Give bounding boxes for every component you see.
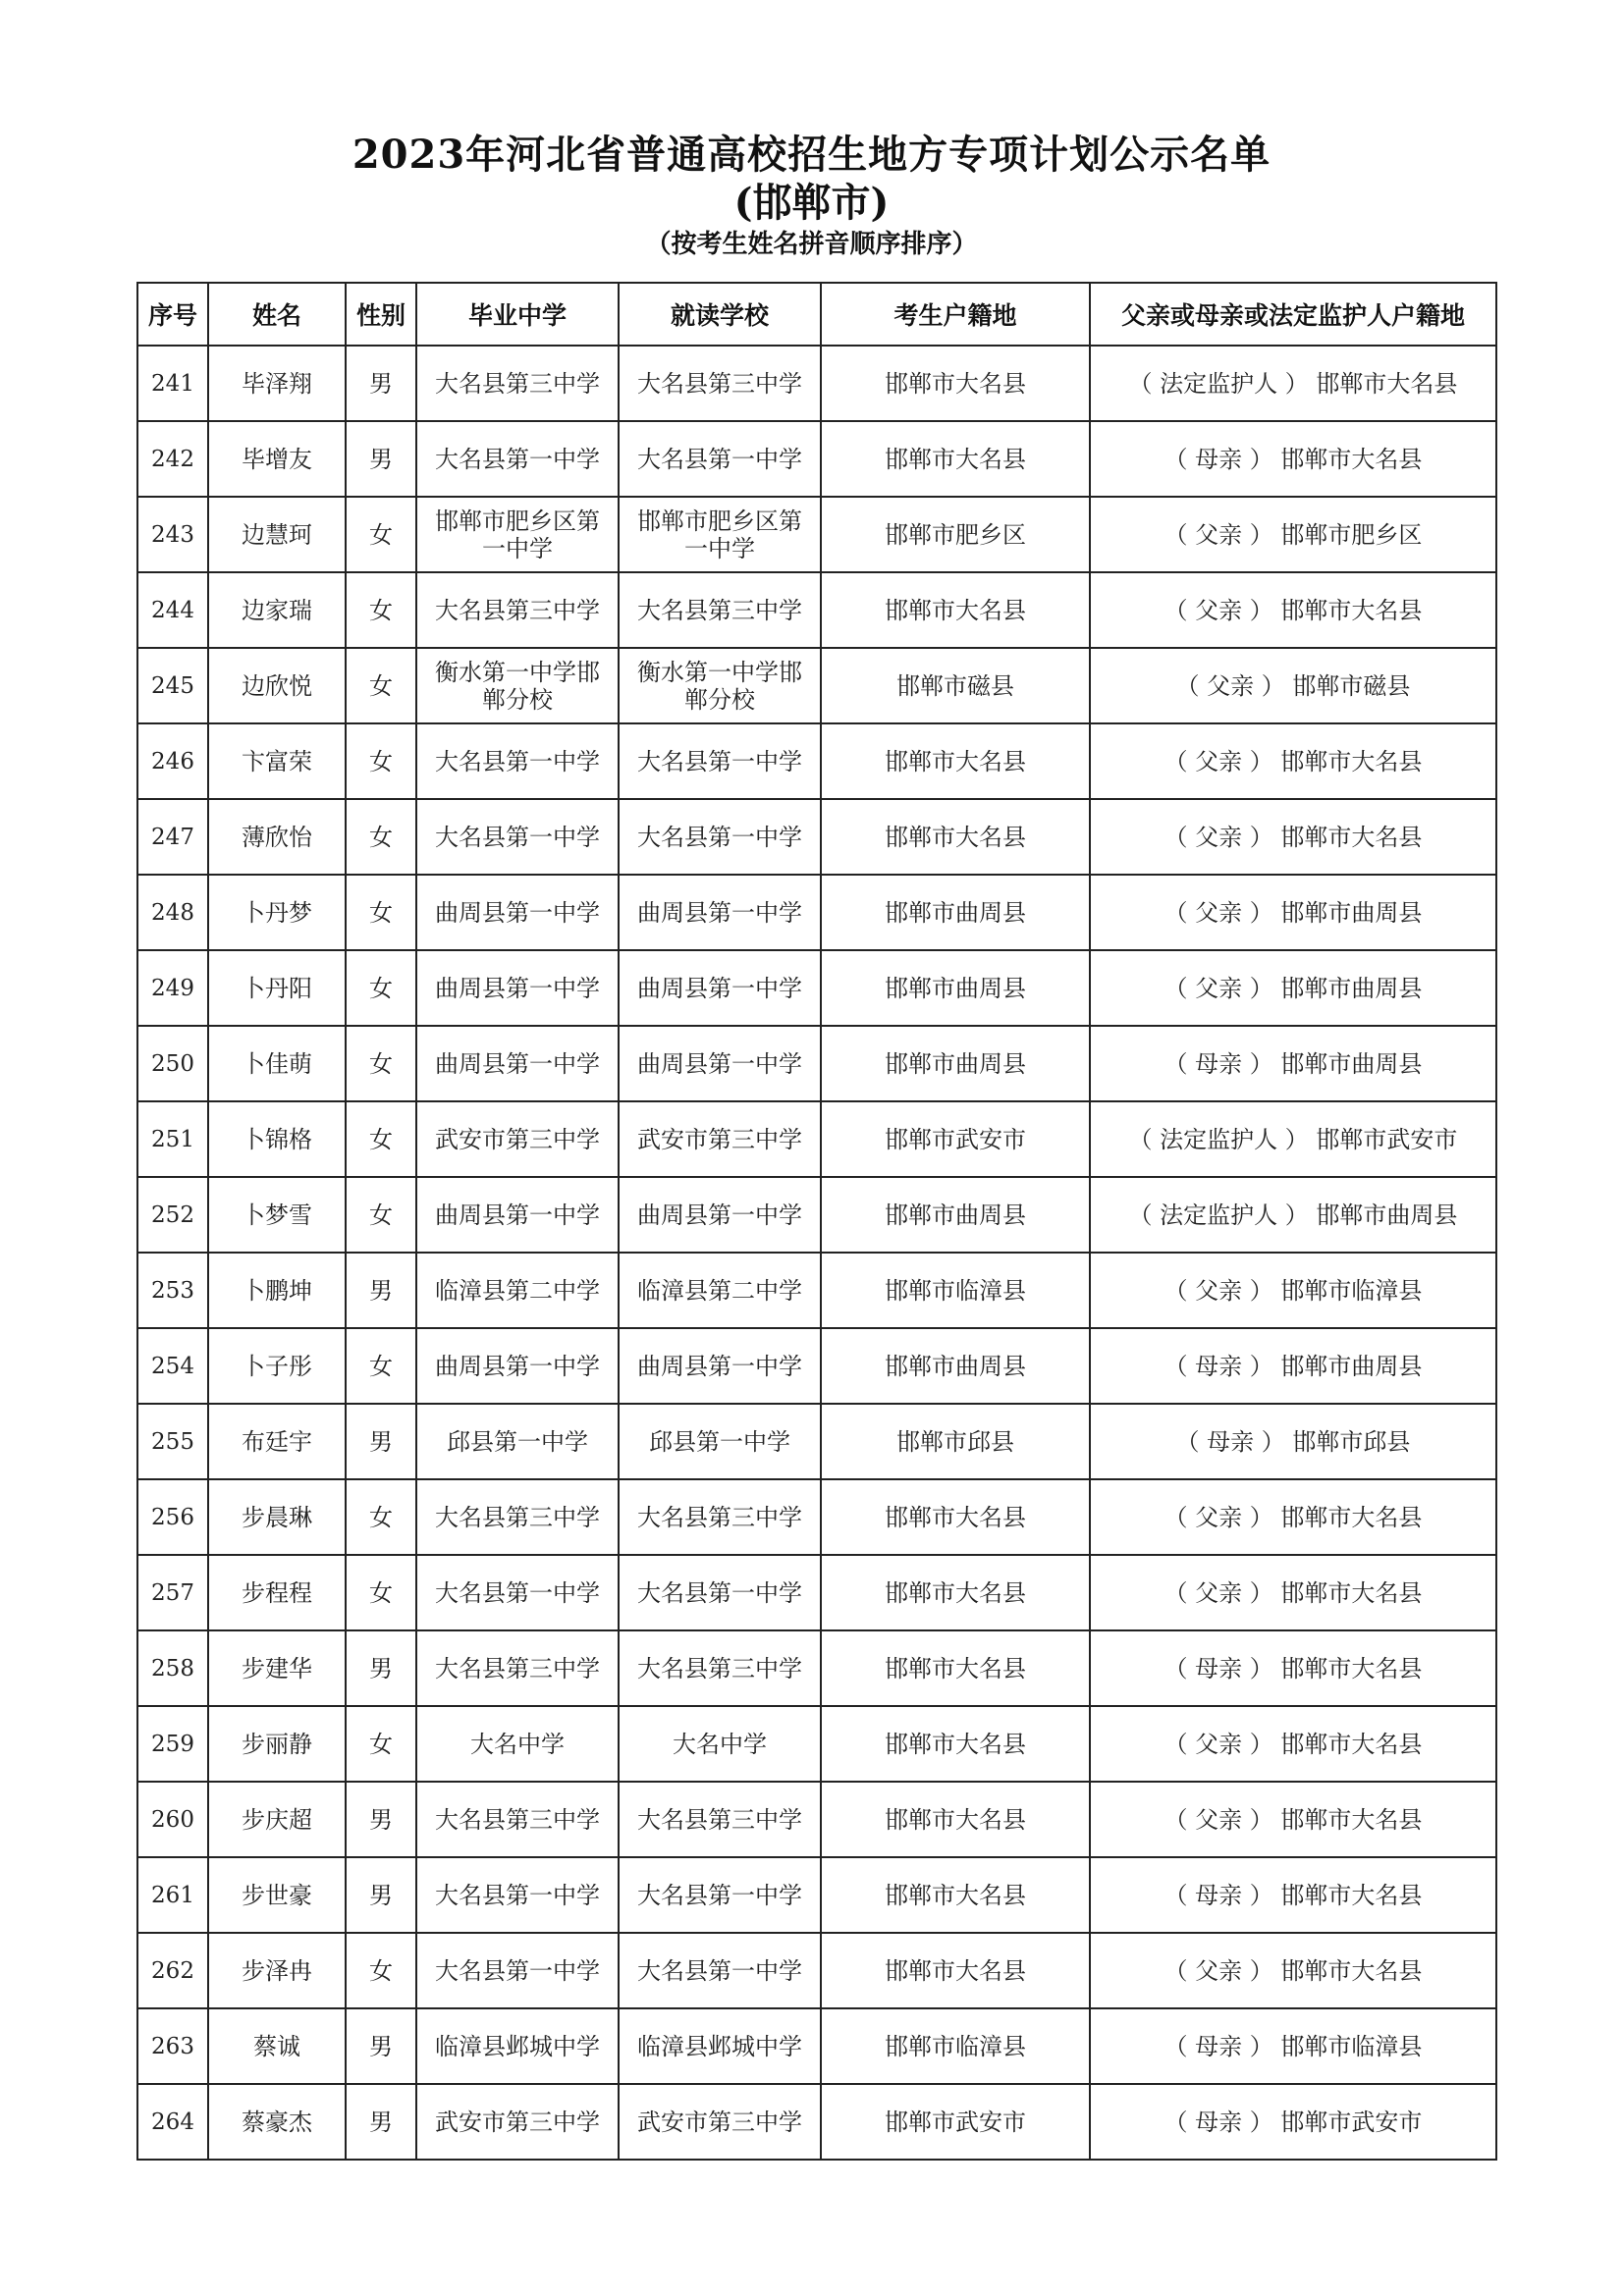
cell-student-hukou: 邯郸市大名县	[821, 1630, 1090, 1706]
cell-student-hukou: 邯郸市大名县	[821, 1933, 1090, 2008]
cell-graduated-school: 武安市第三中学	[416, 1101, 619, 1177]
cell-student-hukou: 邯郸市大名县	[821, 572, 1090, 648]
cell-graduated-school: 曲周县第一中学	[416, 1328, 619, 1404]
table-row	[137, 497, 1496, 572]
cell-name: 步晨琳	[208, 1479, 346, 1555]
table-row	[137, 1328, 1496, 1404]
cell-gender: 女	[346, 723, 416, 799]
cell-index: 262	[137, 1933, 208, 2008]
cell-index: 248	[137, 875, 208, 950]
cell-index: 253	[137, 1253, 208, 1328]
cell-index: 246	[137, 723, 208, 799]
cell-guardian-hukou: （ 母亲 ） 邯郸市大名县	[1090, 421, 1496, 497]
cell-student-hukou: 邯郸市磁县	[821, 648, 1090, 723]
table-row	[137, 2084, 1496, 2160]
cell-guardian-hukou: （ 父亲 ） 邯郸市大名县	[1090, 723, 1496, 799]
cell-name: 卞富荣	[208, 723, 346, 799]
cell-gender: 女	[346, 799, 416, 875]
cell-current-school: 衡水第一中学邯郸分校	[619, 648, 821, 723]
cell-gender: 男	[346, 1782, 416, 1857]
cell-guardian-hukou: （ 父亲 ） 邯郸市大名县	[1090, 572, 1496, 648]
cell-index: 247	[137, 799, 208, 875]
table-body	[137, 346, 1496, 2160]
cell-gender: 男	[346, 2084, 416, 2160]
cell-student-hukou: 邯郸市武安市	[821, 2084, 1090, 2160]
cell-student-hukou: 邯郸市临漳县	[821, 1253, 1090, 1328]
cell-current-school: 邯郸市肥乡区第一中学	[619, 497, 821, 572]
cell-current-school: 曲周县第一中学	[619, 1177, 821, 1253]
cell-guardian-hukou: （ 母亲 ） 邯郸市大名县	[1090, 1857, 1496, 1933]
cell-index: 252	[137, 1177, 208, 1253]
cell-gender: 女	[346, 1177, 416, 1253]
cell-guardian-hukou: （ 父亲 ） 邯郸市大名县	[1090, 1479, 1496, 1555]
cell-guardian-hukou: （ 父亲 ） 邯郸市磁县	[1090, 648, 1496, 723]
cell-current-school: 武安市第三中学	[619, 2084, 821, 2160]
roster-table	[136, 282, 1497, 2161]
cell-graduated-school: 邯郸市肥乡区第一中学	[416, 497, 619, 572]
header-gender: 性别	[346, 283, 416, 346]
cell-guardian-hukou: （ 父亲 ） 邯郸市大名县	[1090, 1706, 1496, 1782]
cell-guardian-hukou: （ 法定监护人 ） 邯郸市武安市	[1090, 1101, 1496, 1177]
cell-student-hukou: 邯郸市武安市	[821, 1101, 1090, 1177]
cell-graduated-school: 大名县第一中学	[416, 723, 619, 799]
cell-guardian-hukou: （ 母亲 ） 邯郸市邱县	[1090, 1404, 1496, 1479]
cell-student-hukou: 邯郸市邱县	[821, 1404, 1090, 1479]
cell-index: 260	[137, 1782, 208, 1857]
cell-student-hukou: 邯郸市大名县	[821, 1555, 1090, 1630]
cell-index: 258	[137, 1630, 208, 1706]
cell-gender: 女	[346, 1026, 416, 1101]
cell-index: 244	[137, 572, 208, 648]
cell-gender: 女	[346, 1101, 416, 1177]
cell-student-hukou: 邯郸市曲周县	[821, 950, 1090, 1026]
cell-index: 242	[137, 421, 208, 497]
cell-student-hukou: 邯郸市曲周县	[821, 1177, 1090, 1253]
cell-gender: 男	[346, 2008, 416, 2084]
cell-index: 255	[137, 1404, 208, 1479]
cell-current-school: 大名县第一中学	[619, 799, 821, 875]
cell-graduated-school: 大名中学	[416, 1706, 619, 1782]
cell-guardian-hukou: （ 母亲 ） 邯郸市临漳县	[1090, 2008, 1496, 2084]
cell-graduated-school: 曲周县第一中学	[416, 950, 619, 1026]
cell-current-school: 曲周县第一中学	[619, 875, 821, 950]
cell-graduated-school: 武安市第三中学	[416, 2084, 619, 2160]
cell-name: 卜锦格	[208, 1101, 346, 1177]
table-row	[137, 1101, 1496, 1177]
cell-index: 251	[137, 1101, 208, 1177]
cell-student-hukou: 邯郸市大名县	[821, 799, 1090, 875]
cell-graduated-school: 邱县第一中学	[416, 1404, 619, 1479]
cell-gender: 男	[346, 421, 416, 497]
cell-index: 243	[137, 497, 208, 572]
cell-gender: 女	[346, 1479, 416, 1555]
cell-index: 261	[137, 1857, 208, 1933]
cell-index: 241	[137, 346, 208, 421]
cell-name: 步世豪	[208, 1857, 346, 1933]
cell-name: 边慧珂	[208, 497, 346, 572]
table-row	[137, 1630, 1496, 1706]
table-row	[137, 1706, 1496, 1782]
page-subtitle: (邯郸市)	[733, 180, 890, 226]
cell-index: 249	[137, 950, 208, 1026]
cell-name: 蔡豪杰	[208, 2084, 346, 2160]
cell-current-school: 临漳县第二中学	[619, 1253, 821, 1328]
cell-name: 步丽静	[208, 1706, 346, 1782]
table-row	[137, 1555, 1496, 1630]
cell-guardian-hukou: （ 法定监护人 ） 邯郸市大名县	[1090, 346, 1496, 421]
table-row	[137, 799, 1496, 875]
cell-current-school: 大名县第一中学	[619, 1555, 821, 1630]
cell-current-school: 大名县第三中学	[619, 346, 821, 421]
cell-guardian-hukou: （ 父亲 ） 邯郸市大名县	[1090, 1933, 1496, 2008]
cell-guardian-hukou: （ 母亲 ） 邯郸市武安市	[1090, 2084, 1496, 2160]
cell-name: 步建华	[208, 1630, 346, 1706]
cell-current-school: 曲周县第一中学	[619, 950, 821, 1026]
cell-gender: 女	[346, 1555, 416, 1630]
cell-graduated-school: 大名县第三中学	[416, 1479, 619, 1555]
table-row	[137, 648, 1496, 723]
cell-index: 259	[137, 1706, 208, 1782]
cell-name: 毕泽翔	[208, 346, 346, 421]
cell-current-school: 临漳县邺城中学	[619, 2008, 821, 2084]
cell-graduated-school: 大名县第一中学	[416, 1857, 619, 1933]
table-row	[137, 1253, 1496, 1328]
cell-gender: 女	[346, 950, 416, 1026]
cell-graduated-school: 曲周县第一中学	[416, 875, 619, 950]
cell-name: 卜梦雪	[208, 1177, 346, 1253]
page-title: 2023年河北省普通高校招生地方专项计划公示名单	[352, 132, 1271, 178]
cell-gender: 女	[346, 572, 416, 648]
cell-current-school: 大名县第一中学	[619, 723, 821, 799]
cell-name: 布廷宇	[208, 1404, 346, 1479]
cell-index: 245	[137, 648, 208, 723]
cell-name: 步庆超	[208, 1782, 346, 1857]
cell-graduated-school: 大名县第一中学	[416, 421, 619, 497]
header-graduated-school: 毕业中学	[416, 283, 619, 346]
cell-student-hukou: 邯郸市大名县	[821, 1479, 1090, 1555]
cell-guardian-hukou: （ 父亲 ） 邯郸市临漳县	[1090, 1253, 1496, 1328]
cell-gender: 男	[346, 1857, 416, 1933]
cell-graduated-school: 大名县第一中学	[416, 799, 619, 875]
cell-gender: 男	[346, 1630, 416, 1706]
cell-student-hukou: 邯郸市大名县	[821, 1857, 1090, 1933]
table-row	[137, 723, 1496, 799]
cell-student-hukou: 邯郸市大名县	[821, 1782, 1090, 1857]
cell-graduated-school: 临漳县第二中学	[416, 1253, 619, 1328]
cell-guardian-hukou: （ 父亲 ） 邯郸市肥乡区	[1090, 497, 1496, 572]
header-student-hukou: 考生户籍地	[821, 283, 1090, 346]
cell-index: 263	[137, 2008, 208, 2084]
cell-guardian-hukou: （ 父亲 ） 邯郸市曲周县	[1090, 950, 1496, 1026]
cell-current-school: 曲周县第一中学	[619, 1328, 821, 1404]
cell-current-school: 大名县第一中学	[619, 1857, 821, 1933]
cell-gender: 男	[346, 1253, 416, 1328]
cell-name: 薄欣怡	[208, 799, 346, 875]
cell-name: 卜子彤	[208, 1328, 346, 1404]
cell-index: 257	[137, 1555, 208, 1630]
cell-student-hukou: 邯郸市曲周县	[821, 875, 1090, 950]
cell-gender: 女	[346, 1706, 416, 1782]
cell-name: 卜丹梦	[208, 875, 346, 950]
cell-current-school: 大名县第三中学	[619, 1630, 821, 1706]
table-row	[137, 875, 1496, 950]
cell-graduated-school: 大名县第三中学	[416, 572, 619, 648]
table-row	[137, 346, 1496, 421]
cell-name: 卜丹阳	[208, 950, 346, 1026]
cell-current-school: 大名县第一中学	[619, 1933, 821, 2008]
table-row	[137, 2008, 1496, 2084]
table-row	[137, 1857, 1496, 1933]
cell-gender: 男	[346, 1404, 416, 1479]
table-header-row	[137, 283, 1496, 346]
cell-name: 步程程	[208, 1555, 346, 1630]
cell-graduated-school: 大名县第三中学	[416, 1630, 619, 1706]
cell-guardian-hukou: （ 父亲 ） 邯郸市大名县	[1090, 1555, 1496, 1630]
cell-guardian-hukou: （ 母亲 ） 邯郸市曲周县	[1090, 1328, 1496, 1404]
cell-graduated-school: 大名县第一中学	[416, 1933, 619, 2008]
cell-gender: 女	[346, 875, 416, 950]
cell-name: 毕增友	[208, 421, 346, 497]
header-guardian-hukou: 父亲或母亲或法定监护人户籍地	[1090, 283, 1496, 346]
cell-current-school: 大名县第三中学	[619, 1782, 821, 1857]
cell-index: 256	[137, 1479, 208, 1555]
cell-graduated-school: 衡水第一中学邯郸分校	[416, 648, 619, 723]
cell-student-hukou: 邯郸市曲周县	[821, 1328, 1090, 1404]
cell-graduated-school: 临漳县邺城中学	[416, 2008, 619, 2084]
cell-gender: 女	[346, 497, 416, 572]
cell-index: 264	[137, 2084, 208, 2160]
cell-gender: 女	[346, 1328, 416, 1404]
cell-current-school: 大名县第三中学	[619, 572, 821, 648]
cell-current-school: 大名中学	[619, 1706, 821, 1782]
table-row	[137, 1782, 1496, 1857]
table-row	[137, 1479, 1496, 1555]
cell-gender: 男	[346, 346, 416, 421]
table-row	[137, 1177, 1496, 1253]
cell-graduated-school: 大名县第一中学	[416, 1555, 619, 1630]
table-row	[137, 421, 1496, 497]
cell-graduated-school: 大名县第三中学	[416, 1782, 619, 1857]
cell-current-school: 大名县第三中学	[619, 1479, 821, 1555]
cell-guardian-hukou: （ 母亲 ） 邯郸市曲周县	[1090, 1026, 1496, 1101]
cell-graduated-school: 曲周县第一中学	[416, 1026, 619, 1101]
table-row	[137, 572, 1496, 648]
cell-gender: 女	[346, 648, 416, 723]
cell-name: 卜佳萌	[208, 1026, 346, 1101]
cell-student-hukou: 邯郸市曲周县	[821, 1026, 1090, 1101]
cell-name: 边家瑞	[208, 572, 346, 648]
cell-guardian-hukou: （ 父亲 ） 邯郸市大名县	[1090, 1782, 1496, 1857]
table-row	[137, 950, 1496, 1026]
cell-current-school: 大名县第一中学	[619, 421, 821, 497]
cell-graduated-school: 曲周县第一中学	[416, 1177, 619, 1253]
cell-student-hukou: 邯郸市大名县	[821, 421, 1090, 497]
cell-guardian-hukou: （ 母亲 ） 邯郸市大名县	[1090, 1630, 1496, 1706]
cell-index: 250	[137, 1026, 208, 1101]
table-row	[137, 1404, 1496, 1479]
cell-guardian-hukou: （ 父亲 ） 邯郸市大名县	[1090, 799, 1496, 875]
cell-gender: 女	[346, 1933, 416, 2008]
cell-name: 蔡诚	[208, 2008, 346, 2084]
cell-name: 步泽冉	[208, 1933, 346, 2008]
cell-graduated-school: 大名县第三中学	[416, 346, 619, 421]
cell-student-hukou: 邯郸市大名县	[821, 723, 1090, 799]
cell-current-school: 武安市第三中学	[619, 1101, 821, 1177]
header-index: 序号	[137, 283, 208, 346]
sort-note: （按考生姓名拼音顺序排序）	[645, 230, 978, 259]
cell-guardian-hukou: （ 法定监护人 ） 邯郸市曲周县	[1090, 1177, 1496, 1253]
cell-current-school: 曲周县第一中学	[619, 1026, 821, 1101]
cell-student-hukou: 邯郸市临漳县	[821, 2008, 1090, 2084]
cell-index: 254	[137, 1328, 208, 1404]
header-name: 姓名	[208, 283, 346, 346]
header-current-school: 就读学校	[619, 283, 821, 346]
cell-guardian-hukou: （ 父亲 ） 邯郸市曲周县	[1090, 875, 1496, 950]
cell-student-hukou: 邯郸市大名县	[821, 1706, 1090, 1782]
cell-name: 卜鹏坤	[208, 1253, 346, 1328]
cell-current-school: 邱县第一中学	[619, 1404, 821, 1479]
cell-name: 边欣悦	[208, 648, 346, 723]
cell-student-hukou: 邯郸市肥乡区	[821, 497, 1090, 572]
cell-student-hukou: 邯郸市大名县	[821, 346, 1090, 421]
table-row	[137, 1933, 1496, 2008]
table-row	[137, 1026, 1496, 1101]
